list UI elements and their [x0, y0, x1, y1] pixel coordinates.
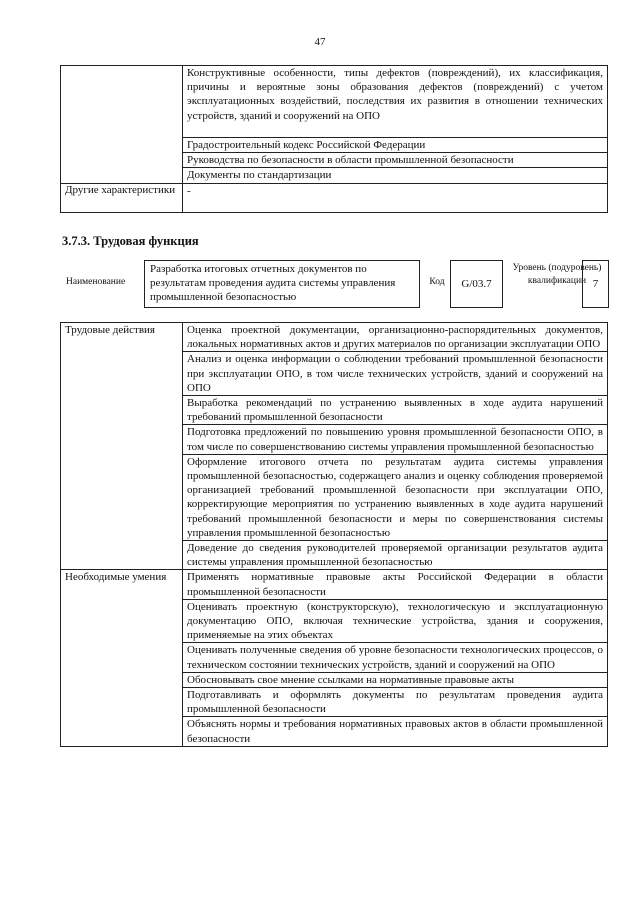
- labor-function-table: [60, 322, 608, 747]
- labor-action-item: Оценка проектной документации, организационно-распорядительных документов, локальных нормативных актов и других материалов по организации эксплуатации ОПО: [183, 323, 608, 352]
- skill-item: Объяснять нормы и требования нормативных правовых актов в области промышленной безопасности: [183, 717, 608, 746]
- labor-action-item: Выработка рекомендаций по устранению выявленных в ходе аудита нарушений требований промышленной безопасности: [183, 396, 608, 425]
- knowledge-item: Конструктивные особенности, типы дефектов (повреждений), их классификация, причины и вероятные зоны образования дефектов (повреждений) с учетом эксплуатационных воздействий, последствия их развития в отношении технических устройств, зданий и сооружений на ОПО: [183, 66, 608, 138]
- table-row: [61, 323, 608, 352]
- labor-action-item: Доведение до сведения руководителей проверяемой организации результатов аудита системы управления промышленной безопасностью: [183, 541, 608, 570]
- qualification-level-label: Уровень (подуровень) квалификации: [512, 263, 602, 286]
- table-row: [61, 66, 608, 138]
- other-characteristics-value: -: [183, 183, 608, 212]
- labor-action-item: Анализ и оценка информации о соблюдении требований промышленной безопасности при эксплуатации ОПО, в том числе технических устройств, зданий и сооружений на ОПО: [183, 352, 608, 396]
- knowledge-item: Руководства по безопасности в области промышленной безопасности: [183, 153, 608, 168]
- labor-function-header: [60, 260, 610, 308]
- labor-action-item: Оформление итогового отчета по результатам аудита системы управления промышленной безопасностью, содержащего анализ и оценку соблюдения проверяемой организацией требований промышленной безопасности при эксплуатации ОПО, корректирующие мероприятия по устранению выявленных в ходе аудита нарушений требований промышленной безопасности и меры по совершенствования системы управления промышленной безопасностью: [183, 454, 608, 540]
- page-number: 47: [314, 36, 326, 48]
- knowledge-item: Градостроительный кодекс Российской Федерации: [183, 138, 608, 153]
- knowledge-item: Документы по стандартизации: [183, 168, 608, 183]
- knowledge-table-continuation: [60, 65, 608, 213]
- labor-action-item: Подготовка предложений по повышению уровня промышленной безопасности ОПО, в том числе по совершенствованию системы управления промышленной безопасностью: [183, 425, 608, 454]
- skill-item: Применять нормативные правовые акты Российской Федерации в области промышленной безопасности: [183, 570, 608, 599]
- table-row: [61, 183, 608, 212]
- skill-item: Подготавливать и оформлять документы по результатам проведения аудита промышленной безопасности: [183, 688, 608, 717]
- qualification-level-box: 7: [582, 260, 609, 308]
- skill-item: Оценивать проектную (конструкторскую), технологическую и эксплуатационную документацию ОПО, включая технические устройства, здания и сооружения, применяемые на этих объектах: [183, 599, 608, 643]
- other-characteristics-label: Другие характеристики: [61, 183, 183, 212]
- function-code-box: G/03.7: [450, 260, 503, 308]
- table-label-cell-empty: [61, 66, 183, 184]
- labor-actions-label: Трудовые действия: [61, 323, 183, 570]
- skill-item: Обосновывать свое мнение ссылками на нормативные правовые акты: [183, 672, 608, 687]
- name-label: Наименование: [66, 277, 126, 287]
- section-heading: 3.7.3. Трудовая функция: [62, 234, 199, 248]
- skill-item: Оценивать полученные сведения об уровне безопасности технологических процессов, о техническом состоянии технических устройств, зданий и сооружений на ОПО: [183, 643, 608, 672]
- code-label: Код: [429, 277, 445, 287]
- required-skills-label: Необходимые умения: [61, 570, 183, 746]
- function-name-box: Разработка итоговых отчетных документов по результатам проведения аудита системы управления промышленной безопасностью: [144, 260, 420, 308]
- table-row: [61, 570, 608, 599]
